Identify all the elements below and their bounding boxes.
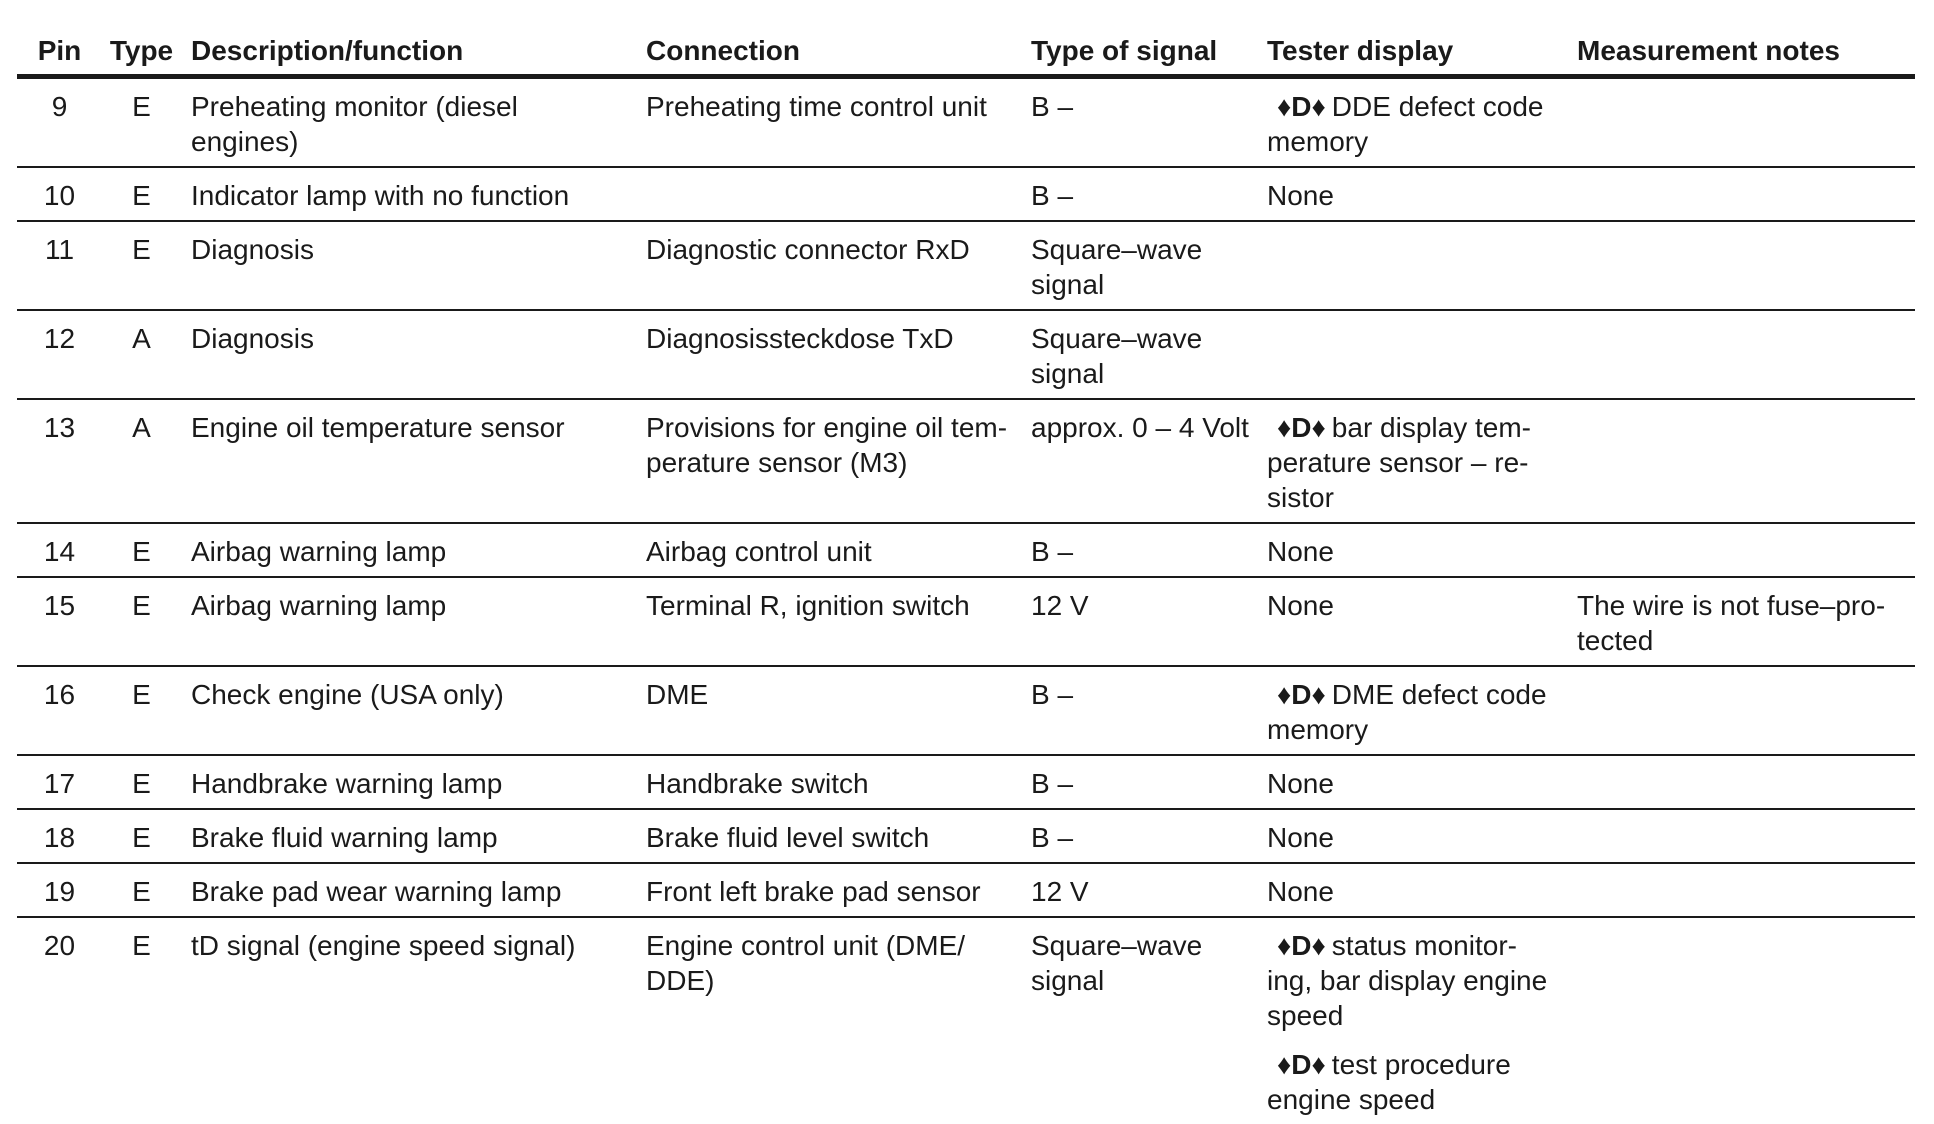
cell-type: E bbox=[102, 577, 181, 666]
cell-signal: B – bbox=[1021, 523, 1257, 577]
tester-text: None bbox=[1267, 590, 1334, 621]
table-row bbox=[17, 167, 1915, 221]
cell-pin: 9 bbox=[17, 77, 102, 168]
cell-signal: Square–wave signal bbox=[1021, 917, 1257, 1124]
cell-tester-display bbox=[1257, 167, 1567, 221]
cell-description: Brake pad wear warning lamp bbox=[181, 863, 636, 917]
diagnostic-marker-icon: ♦D♦ bbox=[1277, 412, 1326, 443]
cell-connection: Diagnosissteckdose TxD bbox=[636, 310, 1021, 399]
cell-connection: Terminal R, ignition switch bbox=[636, 577, 1021, 666]
cell-connection: Preheating time control unit bbox=[636, 77, 1021, 168]
cell-measurement-notes: The wire is not fuse–pro-tected bbox=[1567, 577, 1915, 666]
table-row bbox=[17, 523, 1915, 577]
tester-text: DME defect code memory bbox=[1267, 679, 1547, 745]
header-pin: Pin bbox=[17, 27, 102, 77]
cell-description: Airbag warning lamp bbox=[181, 577, 636, 666]
tester-text: bar display tem-perature sensor – re-sistor bbox=[1267, 412, 1531, 513]
cell-signal: B – bbox=[1021, 755, 1257, 809]
cell-measurement-notes bbox=[1567, 399, 1915, 523]
cell-description: Diagnosis bbox=[181, 310, 636, 399]
cell-measurement-notes bbox=[1567, 863, 1915, 917]
cell-type: A bbox=[102, 399, 181, 523]
cell-connection: Diagnostic connector RxD bbox=[636, 221, 1021, 310]
cell-signal: 12 V bbox=[1021, 577, 1257, 666]
cell-signal: B – bbox=[1021, 666, 1257, 755]
cell-pin: 14 bbox=[17, 523, 102, 577]
cell-tester-display bbox=[1257, 917, 1567, 1124]
cell-tester-display bbox=[1257, 221, 1567, 310]
cell-description: Preheating monitor (diesel engines) bbox=[181, 77, 636, 168]
table-header-row bbox=[17, 27, 1915, 77]
cell-type: E bbox=[102, 863, 181, 917]
cell-pin: 13 bbox=[17, 399, 102, 523]
table-row bbox=[17, 863, 1915, 917]
tester-text: status monitor-ing, bar display engine speed bbox=[1267, 930, 1547, 1031]
cell-tester-display bbox=[1257, 523, 1567, 577]
tester-text: None bbox=[1267, 822, 1334, 853]
cell-connection bbox=[636, 167, 1021, 221]
cell-measurement-notes bbox=[1567, 221, 1915, 310]
cell-description: Engine oil temperature sensor bbox=[181, 399, 636, 523]
cell-pin: 16 bbox=[17, 666, 102, 755]
cell-type: E bbox=[102, 523, 181, 577]
diagnostic-marker-icon: ♦D♦ bbox=[1277, 679, 1326, 710]
tester-entry bbox=[1267, 588, 1559, 623]
tester-text: None bbox=[1267, 536, 1334, 567]
tester-entry bbox=[1267, 178, 1559, 213]
table-row bbox=[17, 917, 1915, 1124]
cell-tester-display bbox=[1257, 755, 1567, 809]
cell-tester-display bbox=[1257, 310, 1567, 399]
cell-measurement-notes bbox=[1567, 167, 1915, 221]
cell-signal: approx. 0 – 4 Volt bbox=[1021, 399, 1257, 523]
header-connection: Connection bbox=[636, 27, 1021, 77]
cell-description: Handbrake warning lamp bbox=[181, 755, 636, 809]
cell-signal: B – bbox=[1021, 809, 1257, 863]
cell-tester-display bbox=[1257, 77, 1567, 168]
cell-pin: 15 bbox=[17, 577, 102, 666]
tester-entry bbox=[1267, 820, 1559, 855]
tester-text: test procedure engine speed bbox=[1267, 1049, 1511, 1115]
cell-signal: Square–wave signal bbox=[1021, 221, 1257, 310]
diagnostic-marker-icon: ♦D♦ bbox=[1277, 1049, 1326, 1080]
tester-entry bbox=[1267, 928, 1559, 1033]
cell-pin: 12 bbox=[17, 310, 102, 399]
cell-tester-display bbox=[1257, 666, 1567, 755]
cell-pin: 20 bbox=[17, 917, 102, 1124]
table-row bbox=[17, 77, 1915, 168]
cell-signal: Square–wave signal bbox=[1021, 310, 1257, 399]
cell-pin: 18 bbox=[17, 809, 102, 863]
cell-description: Diagnosis bbox=[181, 221, 636, 310]
cell-connection: Front left brake pad sensor bbox=[636, 863, 1021, 917]
cell-measurement-notes bbox=[1567, 77, 1915, 168]
table-row bbox=[17, 221, 1915, 310]
cell-tester-display bbox=[1257, 399, 1567, 523]
pin-assignment-table bbox=[17, 27, 1915, 1124]
cell-measurement-notes bbox=[1567, 310, 1915, 399]
diagnostic-marker-icon: ♦D♦ bbox=[1277, 930, 1326, 961]
cell-tester-display bbox=[1257, 809, 1567, 863]
cell-signal: B – bbox=[1021, 167, 1257, 221]
cell-type: E bbox=[102, 917, 181, 1124]
cell-description: Airbag warning lamp bbox=[181, 523, 636, 577]
tester-entry bbox=[1267, 874, 1559, 909]
tester-entry bbox=[1267, 677, 1559, 747]
table-row bbox=[17, 809, 1915, 863]
tester-entry bbox=[1267, 766, 1559, 801]
header-measurement-notes: Measurement notes bbox=[1567, 27, 1915, 77]
cell-signal: B – bbox=[1021, 77, 1257, 168]
cell-type: E bbox=[102, 77, 181, 168]
diagnostic-marker-icon: ♦D♦ bbox=[1277, 91, 1326, 122]
table-row bbox=[17, 310, 1915, 399]
cell-measurement-notes bbox=[1567, 809, 1915, 863]
cell-connection: Handbrake switch bbox=[636, 755, 1021, 809]
cell-pin: 17 bbox=[17, 755, 102, 809]
cell-measurement-notes bbox=[1567, 523, 1915, 577]
header-type: Type bbox=[102, 27, 181, 77]
cell-type: E bbox=[102, 221, 181, 310]
cell-connection: DME bbox=[636, 666, 1021, 755]
cell-type: E bbox=[102, 809, 181, 863]
cell-connection: Brake fluid level switch bbox=[636, 809, 1021, 863]
cell-measurement-notes bbox=[1567, 917, 1915, 1124]
cell-description: Check engine (USA only) bbox=[181, 666, 636, 755]
cell-signal: 12 V bbox=[1021, 863, 1257, 917]
cell-type: E bbox=[102, 666, 181, 755]
table-row bbox=[17, 755, 1915, 809]
cell-connection: Engine control unit (DME/ DDE) bbox=[636, 917, 1021, 1124]
tester-text: None bbox=[1267, 768, 1334, 799]
header-signal: Type of signal bbox=[1021, 27, 1257, 77]
cell-pin: 10 bbox=[17, 167, 102, 221]
cell-type: A bbox=[102, 310, 181, 399]
pinout-document bbox=[17, 27, 1915, 1124]
table-body bbox=[17, 77, 1915, 1124]
cell-type: E bbox=[102, 167, 181, 221]
table-row bbox=[17, 577, 1915, 666]
tester-text: None bbox=[1267, 876, 1334, 907]
tester-entry bbox=[1267, 534, 1559, 569]
table-row bbox=[17, 399, 1915, 523]
tester-entry bbox=[1267, 89, 1559, 159]
tester-entry bbox=[1267, 1047, 1559, 1117]
tester-text: DDE defect code memory bbox=[1267, 91, 1543, 157]
cell-tester-display bbox=[1257, 863, 1567, 917]
cell-connection: Provisions for engine oil tem-perature sensor (M3) bbox=[636, 399, 1021, 523]
cell-description: Indicator lamp with no function bbox=[181, 167, 636, 221]
cell-tester-display bbox=[1257, 577, 1567, 666]
cell-connection: Airbag control unit bbox=[636, 523, 1021, 577]
header-description: Description/function bbox=[181, 27, 636, 77]
tester-text: None bbox=[1267, 180, 1334, 211]
cell-measurement-notes bbox=[1567, 666, 1915, 755]
tester-entry bbox=[1267, 410, 1559, 515]
cell-type: E bbox=[102, 755, 181, 809]
cell-pin: 11 bbox=[17, 221, 102, 310]
cell-description: tD signal (engine speed signal) bbox=[181, 917, 636, 1124]
cell-measurement-notes bbox=[1567, 755, 1915, 809]
table-row bbox=[17, 666, 1915, 755]
header-tester-display: Tester display bbox=[1257, 27, 1567, 77]
cell-pin: 19 bbox=[17, 863, 102, 917]
cell-description: Brake fluid warning lamp bbox=[181, 809, 636, 863]
